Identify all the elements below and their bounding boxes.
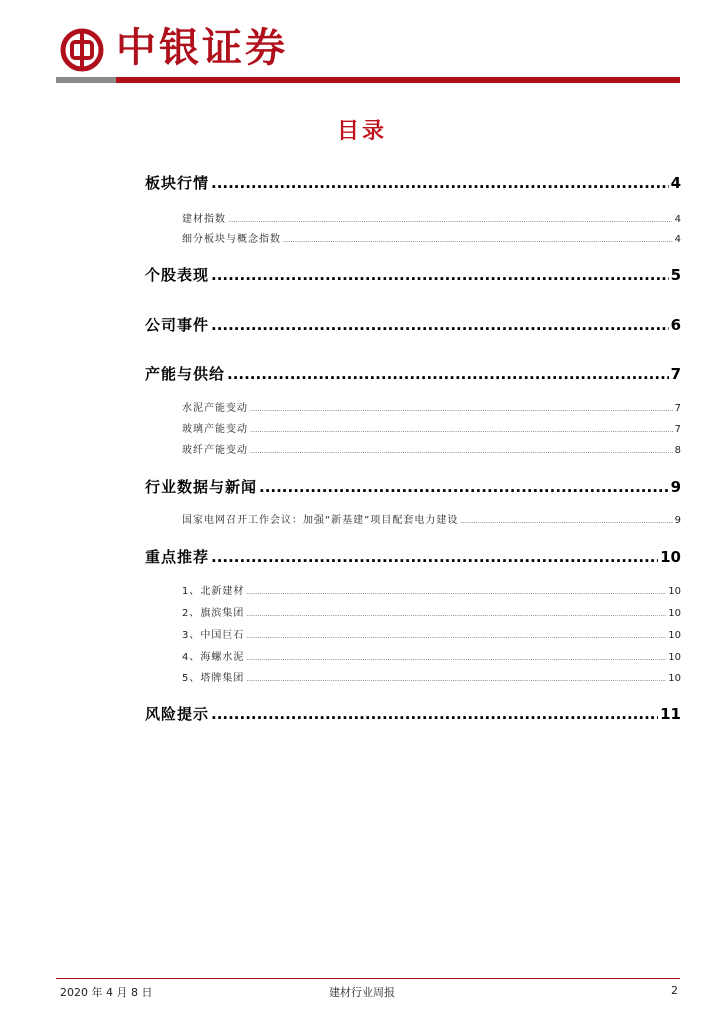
toc-entry-page: 11 (660, 705, 681, 723)
toc-entry-label: 重点推荐 (145, 548, 210, 566)
toc-leader-dots (246, 655, 666, 662)
toc-subentry-page: 10 (668, 673, 681, 684)
toc-subentry-label: 4、海螺水泥 (182, 652, 245, 663)
toc-subentry-label: 水泥产能变动 (182, 403, 248, 414)
toc-subentry-label: 玻纤产能变动 (182, 445, 248, 456)
toc-entry[interactable] (145, 314, 681, 335)
toc-subentry[interactable] (182, 582, 681, 597)
toc-entry[interactable] (145, 172, 681, 193)
header-rule-grey (56, 77, 116, 83)
toc-entry-page: 7 (670, 365, 681, 383)
toc-subentry-page: 4 (674, 234, 681, 245)
toc-leader-dots (211, 316, 669, 334)
toc-entry[interactable] (145, 476, 681, 497)
toc-subentry[interactable] (182, 604, 681, 619)
toc-subentry[interactable] (182, 399, 681, 414)
toc-leader-dots (227, 365, 669, 383)
toc-title: 目录 (336, 119, 387, 144)
toc-subentry[interactable] (182, 669, 681, 684)
toc-subentry-page: 10 (668, 586, 681, 597)
toc-subentry[interactable] (182, 420, 681, 435)
toc-entry-label: 个股表现 (145, 266, 210, 284)
toc-subentry-page: 10 (668, 630, 681, 641)
toc-subentry[interactable] (182, 648, 681, 663)
toc-entry[interactable] (145, 703, 681, 724)
toc-subentry-label: 1、北新建材 (182, 586, 245, 597)
toc-entry[interactable] (145, 546, 681, 567)
toc-entry-label: 板块行情 (145, 174, 210, 192)
toc-subentry-page: 8 (674, 445, 681, 456)
toc-subentry-label: 2、旗滨集团 (182, 608, 245, 619)
toc-subentry[interactable] (182, 441, 681, 456)
toc-subentry-label: 5、塔牌集团 (182, 673, 245, 684)
toc-entry-page: 6 (670, 316, 681, 334)
toc-subentry-label: 细分板块与概念指数 (182, 234, 281, 245)
toc-leader-dots (246, 676, 666, 683)
toc-subentry-page: 7 (674, 403, 681, 414)
toc-leader-dots (211, 705, 658, 723)
footer-page-number: 2 (671, 984, 678, 997)
toc-leader-dots (211, 548, 658, 566)
toc-subentry-label: 玻璃产能变动 (182, 424, 248, 435)
toc-leader-dots (228, 217, 673, 224)
toc-subentry-page: 10 (668, 608, 681, 619)
bank-of-china-logo-icon (60, 28, 104, 72)
toc-subentry-page: 7 (674, 424, 681, 435)
toc-entry[interactable] (145, 363, 681, 384)
toc-entry-label: 产能与供给 (145, 365, 226, 383)
toc-subentry-label: 建材指数 (182, 214, 226, 225)
toc-entry-page: 9 (670, 478, 681, 496)
footer-date: 2020 年 4 月 8 日 (60, 986, 153, 999)
toc-entry-page: 5 (670, 266, 681, 284)
toc-subentry[interactable] (182, 210, 681, 225)
toc-subentry[interactable] (182, 511, 681, 526)
toc-leader-dots (460, 518, 672, 525)
toc-subentry-label: 3、中国巨石 (182, 630, 245, 641)
toc-entry[interactable] (145, 264, 681, 285)
toc-entry-label: 行业数据与新闻 (145, 478, 258, 496)
toc-entry-label: 风险提示 (145, 705, 210, 723)
toc-leader-dots (283, 237, 673, 244)
toc-leader-dots (246, 589, 666, 596)
toc-subentry[interactable] (182, 626, 681, 641)
toc-leader-dots (259, 478, 669, 496)
brand-name: 中银证券 (116, 24, 288, 71)
footer-report-name: 建材行业周报 (329, 986, 395, 999)
toc-entry-label: 公司事件 (145, 316, 210, 334)
toc-entry-page: 4 (670, 174, 681, 192)
header-rule-red (116, 77, 680, 83)
toc-subentry-label: 国家电网召开工作会议：加强“新基建”项目配套电力建设 (182, 515, 459, 526)
toc-subentry-page: 9 (674, 515, 681, 526)
toc-entry-page: 10 (660, 548, 681, 566)
page-header (0, 0, 724, 90)
toc-leader-dots (211, 266, 669, 284)
toc-leader-dots (211, 174, 669, 192)
toc-leader-dots (250, 406, 673, 413)
toc-subentry[interactable] (182, 230, 681, 245)
toc-leader-dots (246, 633, 666, 640)
toc-leader-dots (246, 611, 666, 618)
toc-subentry-page: 10 (668, 652, 681, 663)
footer-rule (56, 978, 680, 979)
toc-leader-dots (250, 427, 673, 434)
toc-subentry-page: 4 (674, 214, 681, 225)
toc-leader-dots (250, 448, 673, 455)
